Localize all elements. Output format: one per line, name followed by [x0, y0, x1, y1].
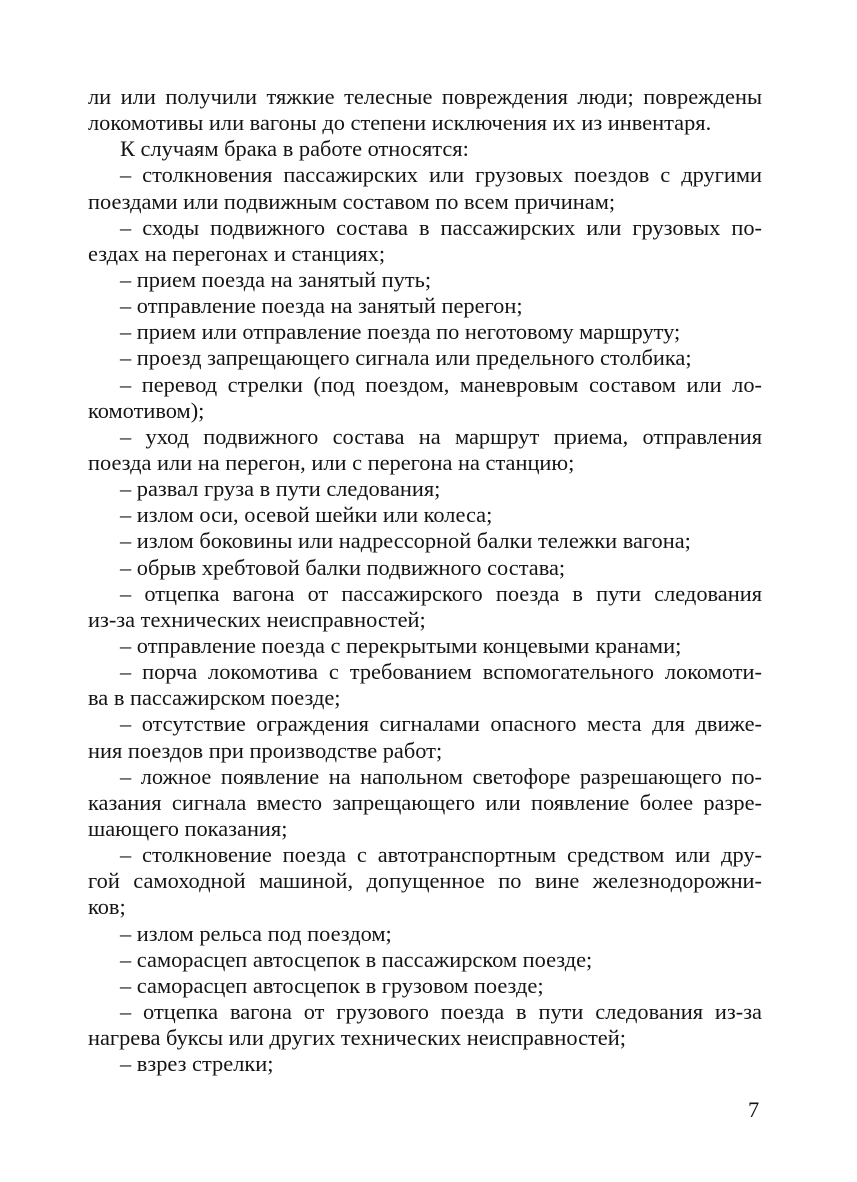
list-item-line: ния поездов при производстве работ; [88, 737, 443, 763]
list-item-line: – отцепка вагона от грузового поезда в пути следования из-за [120, 998, 762, 1024]
page-number: 7 [748, 1097, 760, 1122]
list-item-line: из-за технических неисправностей; [88, 606, 426, 632]
list-item-line: – отправление поезда на занятый перегон; [120, 293, 523, 319]
list-item-line: – отсутствие ограждения сигналами опасного места для движе- [120, 711, 762, 737]
list-item-line: ва в пассажирском поезде; [88, 685, 341, 711]
list-item-line: – прием поезда на занятый путь; [120, 266, 432, 292]
list-item-line: – взрез стрелки; [120, 1051, 274, 1077]
list-item-line: казания сигнала вместо запрещающего или появление более разре- [88, 789, 762, 815]
list-item-line: – ложное появление на напольном светофоре разрешающего по- [120, 763, 762, 789]
list-item-line: – столкновение поезда с автотранспортным средством или дру- [120, 842, 762, 868]
list-item-line: – уход подвижного состава на маршрут приема, отправления [120, 423, 762, 449]
list-item-line: – проезд запрещающего сигнала или предельного столбика; [120, 345, 692, 371]
list-item-line: гой самоходной машиной, допущенное по вине железнодорожни- [88, 868, 762, 894]
text-line: К случаям брака в работе относятся: [120, 136, 469, 162]
list-item-line: – излом оси, осевой шейки или колеса; [120, 502, 493, 528]
list-item-line: – излом рельса под поездом; [120, 920, 392, 946]
list-item-line: – отцепка вагона от пассажирского поезда в пути следования [120, 580, 762, 606]
list-item-line: шающего показания; [88, 815, 288, 841]
list-item-line: поезда или на перегон, или с перегона на станцию; [88, 449, 575, 475]
list-item-line: – обрыв хребтовой балки подвижного состава; [120, 554, 566, 580]
list-item-line: – отправление поезда с перекрытыми концевыми кранами; [120, 632, 682, 658]
list-item-line: – перевод стрелки (под поездом, маневровым составом или ло- [120, 371, 762, 397]
page-body [88, 84, 762, 1077]
text-line: ли или получили тяжкие телесные повреждения люди; повреждены [88, 84, 762, 109]
list-item-line: – развал груза в пути следования; [120, 476, 441, 502]
list-item-line: – порча локомотива с требованием вспомогательного локомоти- [120, 659, 762, 685]
list-item-line: ков; [88, 894, 126, 920]
list-item-line: – прием или отправление поезда по неготовому маршруту; [120, 319, 681, 345]
list-item-line: – саморасцеп автосцепок в грузовом поезде; [120, 972, 544, 998]
list-item-line: ездах на перегонах и станциях; [88, 240, 386, 266]
text-line: локомотивы или вагоны до степени исключения их из инвентаря. [88, 110, 712, 136]
list-item-line: – саморасцеп автосцепок в пассажирском поезде; [120, 946, 593, 972]
list-item-line: – сходы подвижного состава в пассажирских или грузовых по- [120, 214, 762, 240]
list-item-line: – излом боковины или надрессорной балки тележки вагона; [120, 528, 691, 554]
list-item-line: комотивом); [88, 397, 205, 423]
list-item-line: нагрева буксы или других технических неисправностей; [88, 1025, 626, 1051]
list-item-line: поездами или подвижным составом по всем причинам; [88, 188, 616, 214]
list-item-line: – столкновения пассажирских или грузовых поездов с другими [120, 162, 762, 188]
